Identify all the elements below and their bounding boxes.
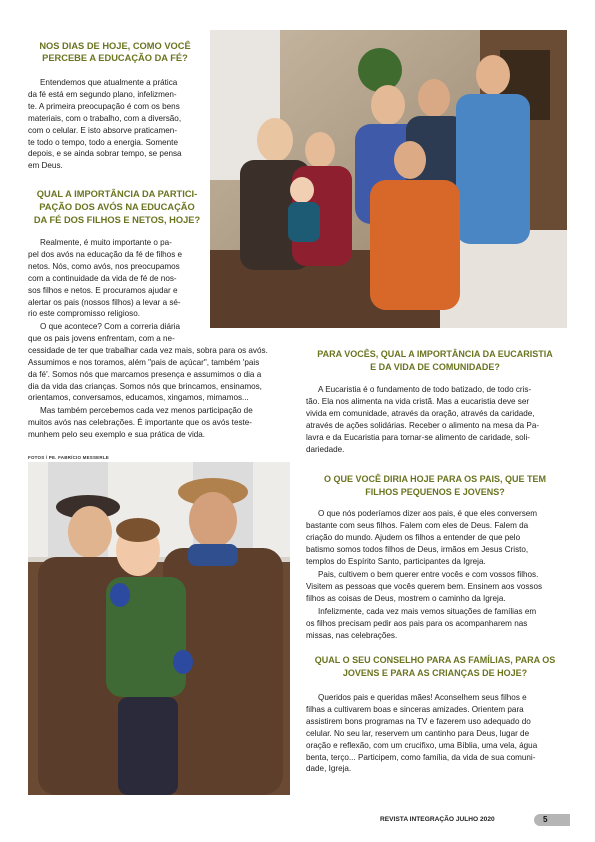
text-line: missas, nas celebrações. — [306, 630, 398, 640]
text-line: dariedade. — [306, 444, 345, 454]
text-line: assistirem bons programas na TV e fazerem uso adequado do — [306, 716, 531, 726]
footer-magazine-title: REVISTA INTEGRAÇÃO JULHO 2020 — [380, 816, 495, 823]
heading-grandparents-role — [22, 188, 212, 227]
text-line: da fé'. Somos nós que marcamos presença e assumimos o dia a — [28, 369, 262, 379]
text-line: benta, terço... Participem, como família, da vida de sua comuni- — [306, 752, 536, 762]
heading-line: PERCEBE A EDUCAÇÃO DA FÉ? — [42, 53, 188, 63]
text-line: dade, Igreja. — [306, 764, 352, 774]
text-line: te. A primeira preocupação é com os bens — [28, 101, 180, 111]
page-number: 5 — [543, 815, 548, 824]
text-line: com o celular. E isto absorve praticamen- — [28, 125, 178, 135]
text-line: batismo somos todos filhos de Deus, irmãos em Jesus Cristo, — [306, 544, 529, 554]
paragraph-advice-parents — [306, 508, 568, 568]
text-line: Queridos pais e queridas mães! Aconselhem seus filhos e — [318, 693, 527, 702]
text-line: em Deus. — [28, 161, 63, 171]
heading-line: QUAL A IMPORTÂNCIA DA PARTICI- — [36, 189, 198, 199]
text-line: netos. Nós, como avós, nos preocupamos — [28, 261, 180, 271]
paragraph-grandparents-witness — [28, 405, 298, 441]
paragraph-grandparents-role — [28, 237, 208, 320]
text-line: os filhos precisam pedir aos pais para os acompanharem nas — [306, 618, 528, 628]
text-line: da fé está em segundo plano, infelizmen- — [28, 89, 177, 99]
paragraph-unfortunately — [306, 606, 568, 642]
text-line: criação do mundo. Ajudem os filhos a entender de que pelo — [306, 532, 521, 542]
text-line: Infelizmente, cada vez mais vemos situações de famílias em — [318, 607, 537, 616]
text-line: Mas também percebemos cada vez menos participação de — [40, 406, 253, 415]
text-line: te todo o tempo, todo a energia. Somente — [28, 137, 178, 147]
family-photo-image — [210, 30, 567, 328]
text-line: muitos avós nas celebrações. É importante que os avós teste- — [28, 417, 253, 427]
text-line: filhas a cultivarem boas e sinceras amizades. Orientem para — [306, 704, 524, 714]
text-line: Entendemos que atualmente a prática — [40, 78, 178, 87]
text-line: orientamos, conversamos, educamos, xingamos, mimamos... — [28, 393, 249, 403]
text-line: bastante com seus filhos. Falem com eles de Deus. Falem da — [306, 520, 529, 530]
text-line: oração e reflexão, com um crucifixo, uma Bíblia, uma vela, água — [306, 740, 538, 750]
text-line: filhos as coisas de Deus, mostrem o caminho da Igreja. — [306, 593, 506, 603]
text-line: Visitem as pessoas que vocês querem bem. Ensinem aos vossos — [306, 581, 543, 591]
heading-advice-families — [300, 654, 570, 680]
text-line: O que nós poderíamos dizer aos pais, é que eles conversem — [318, 509, 538, 518]
heading-line: QUAL O SEU CONSELHO PARA AS FAMÍLIAS, PARA OS — [314, 655, 556, 665]
text-line: através de ações solidárias. Receber o alimento na mesa da Pa- — [306, 420, 540, 430]
text-line: O que acontece? Com a correria diária — [40, 322, 181, 331]
paragraph-what-happens — [28, 321, 298, 404]
text-line: celular. No seu lar, reservem um cantinho para Deus, lugar de — [306, 728, 530, 738]
heading-education-of-faith — [20, 40, 210, 64]
text-line: dia da vida das crianças. Somos nós que brincamos, ensinamos, — [28, 381, 262, 391]
heading-line: DA FÉ DOS FILHOS E NETOS, HOJE? — [33, 215, 201, 225]
text-line: tão. Ela nos alimenta na vida cristã. Mas a eucaristia deve ser — [306, 396, 530, 406]
heading-advice-parents — [300, 473, 570, 499]
paragraph-cultivate-love — [306, 569, 568, 605]
photo-credit: FOTOS / PE. FABRÍCIO MESSERLE — [28, 455, 109, 460]
heading-line: FILHOS PEQUENOS E JOVENS? — [365, 487, 505, 497]
text-line: que os pais jovens enfrentam, com a ne- — [28, 333, 175, 343]
text-line: alertar os pais (nossos filhos) a levar a sé- — [28, 297, 181, 307]
heading-line: NOS DIAS DE HOJE, COMO VOCÊ — [39, 41, 191, 51]
page-number-badge — [534, 814, 570, 826]
heading-line: O QUE VOCÊ DIRIA HOJE PARA OS PAIS, QUE TEM — [323, 474, 547, 484]
heading-line: PAÇÃO DOS AVÓS NA EDUCAÇÃO — [39, 202, 195, 212]
grandparents-photo-image — [28, 462, 290, 795]
text-line: A Eucaristia é o fundamento de todo batizado, de todo cris- — [318, 385, 532, 394]
text-line: templos do Espírito Santo, participantes da Igreja. — [306, 556, 486, 566]
text-line: materiais, com o trabalho, com a diversão, — [28, 113, 182, 123]
text-line: pel dos avós na educação da fé de filhos e — [28, 249, 183, 259]
text-line: com a continuidade da vida de fé de nos- — [28, 273, 177, 283]
paragraph-eucharist — [306, 384, 568, 455]
paragraph-advice-families — [306, 692, 568, 775]
heading-line: PARA VOCÊS, QUAL A IMPORTÂNCIA DA EUCARISTIA — [317, 349, 553, 359]
text-line: munhem pelo seu exemplo e sua prática de vida. — [28, 429, 206, 439]
text-line: rio este compromisso religioso. — [28, 309, 140, 319]
text-line: cessidade de ter que trabalhar cada vez mais, sobra para os avós. — [28, 345, 268, 355]
text-line: vivida em comunidade, através da oração, através da caridade, — [306, 408, 535, 418]
text-line: depois, e se ainda sobrar tempo, se pensa — [28, 149, 182, 159]
paragraph-education-of-faith — [28, 77, 204, 172]
family-photo — [210, 30, 567, 328]
heading-line: E DA VIDA DE COMUNIDADE? — [370, 362, 500, 372]
text-line: sos filhos e netos. E procuramos ajudar e — [28, 285, 178, 295]
heading-eucharist — [300, 348, 570, 374]
footer — [380, 814, 570, 828]
text-line: Assumimos e nos toramos, além "pais de açúcar", também 'pais — [28, 357, 260, 367]
text-line: Realmente, é muito importante o pa- — [40, 238, 172, 247]
text-line: Pais, cultivem o bem querer entre vocês e com vossos filhos. — [318, 570, 539, 579]
grandparents-photo — [28, 462, 290, 795]
text-line: lavra e da Eucaristia para tornar-se alimento de caridade, soli- — [306, 432, 531, 442]
heading-line: JOVENS E PARA AS CRIANÇAS DE HOJE? — [342, 668, 528, 678]
